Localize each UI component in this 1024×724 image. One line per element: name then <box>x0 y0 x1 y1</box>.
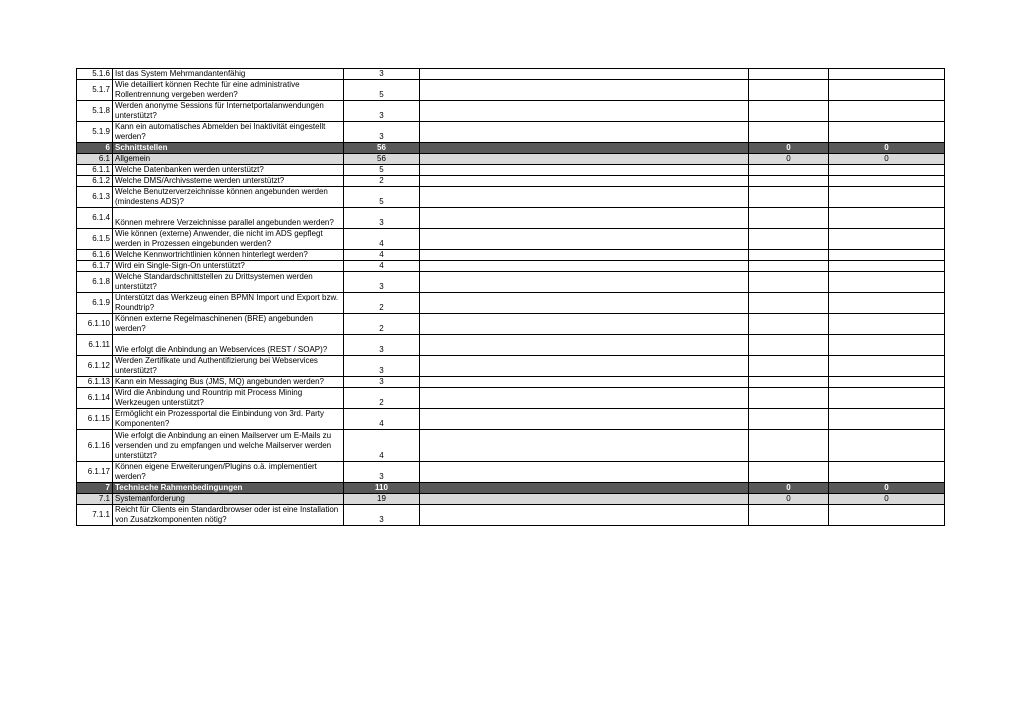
row-max-points: 5 <box>344 187 420 208</box>
row-answer <box>420 69 749 80</box>
row-points-a <box>749 176 829 187</box>
row-question: Wie erfolgt die Anbindung an Webservices (REST / SOAP)? <box>113 335 344 356</box>
row-points-b <box>829 122 945 143</box>
row-number: 5.1.7 <box>77 80 113 101</box>
row-max-points: 3 <box>344 69 420 80</box>
row-question: Technische Rahmenbedingungen <box>113 483 344 494</box>
row-max-points: 5 <box>344 80 420 101</box>
table-row <box>77 272 945 293</box>
row-points-b <box>829 388 945 409</box>
row-number: 6.1 <box>77 154 113 165</box>
row-answer <box>420 356 749 377</box>
row-answer <box>420 272 749 293</box>
row-points-b: 0 <box>829 494 945 505</box>
row-answer <box>420 80 749 101</box>
row-number: 6.1.10 <box>77 314 113 335</box>
row-question: Können eigene Erweiterungen/Plugins o.ä. implementiert werden? <box>113 462 344 483</box>
row-answer <box>420 314 749 335</box>
row-number: 6.1.17 <box>77 462 113 483</box>
row-points-b <box>829 187 945 208</box>
row-points-a <box>749 101 829 122</box>
row-points-b <box>829 101 945 122</box>
row-max-points: 4 <box>344 229 420 250</box>
row-points-b <box>829 462 945 483</box>
row-points-a: 0 <box>749 494 829 505</box>
row-number: 6 <box>77 143 113 154</box>
row-points-a <box>749 377 829 388</box>
row-points-a <box>749 314 829 335</box>
row-points-a <box>749 250 829 261</box>
section-header-row <box>77 483 945 494</box>
row-number: 6.1.12 <box>77 356 113 377</box>
row-question: Ist das System Mehrmandantenfähig <box>113 69 344 80</box>
table-row <box>77 409 945 430</box>
row-number: 6.1.1 <box>77 165 113 176</box>
table-row <box>77 250 945 261</box>
table-row <box>77 377 945 388</box>
row-number: 5.1.9 <box>77 122 113 143</box>
row-points-b <box>829 250 945 261</box>
row-points-a <box>749 462 829 483</box>
row-question: Wie detailliert können Rechte für eine administrative Rollentrennung vergeben werden? <box>113 80 344 101</box>
table-row <box>77 261 945 272</box>
row-number: 7.1 <box>77 494 113 505</box>
row-answer <box>420 101 749 122</box>
row-points-a <box>749 261 829 272</box>
row-points-a <box>749 335 829 356</box>
row-points-b <box>829 430 945 462</box>
table-row <box>77 229 945 250</box>
row-answer <box>420 208 749 229</box>
table-row <box>77 80 945 101</box>
row-points-a: 0 <box>749 143 829 154</box>
row-points-b <box>829 505 945 526</box>
row-answer <box>420 505 749 526</box>
row-points-a <box>749 122 829 143</box>
row-points-b <box>829 80 945 101</box>
table-row <box>77 101 945 122</box>
row-number: 6.1.5 <box>77 229 113 250</box>
subsection-header-row <box>77 494 945 505</box>
row-max-points: 19 <box>344 494 420 505</box>
row-points-a <box>749 69 829 80</box>
row-max-points: 4 <box>344 430 420 462</box>
table-row <box>77 165 945 176</box>
row-points-a <box>749 80 829 101</box>
row-question: Allgemein <box>113 154 344 165</box>
row-question: Systemanforderung <box>113 494 344 505</box>
row-points-b <box>829 409 945 430</box>
row-max-points: 5 <box>344 165 420 176</box>
row-answer <box>420 250 749 261</box>
row-points-b: 0 <box>829 143 945 154</box>
row-points-a <box>749 409 829 430</box>
evaluation-table <box>76 68 945 526</box>
row-points-b <box>829 165 945 176</box>
row-question: Kann ein automatisches Abmelden bei Inaktivität eingestellt werden? <box>113 122 344 143</box>
row-max-points: 4 <box>344 409 420 430</box>
row-number: 6.1.8 <box>77 272 113 293</box>
row-question: Können externe Regelmaschinenen (BRE) angebunden werden? <box>113 314 344 335</box>
row-number: 7.1.1 <box>77 505 113 526</box>
row-answer <box>420 293 749 314</box>
row-question: Werden anonyme Sessions für Internetportalanwendungen unterstützt? <box>113 101 344 122</box>
row-question: Kann ein Messaging Bus (JMS, MQ) angebunden werden? <box>113 377 344 388</box>
row-points-a <box>749 187 829 208</box>
row-question: Unterstützt das Werkzeug einen BPMN Import und Export bzw. Roundtrip? <box>113 293 344 314</box>
row-question: Wird ein Single-Sign-On unterstützt? <box>113 261 344 272</box>
table-row <box>77 335 945 356</box>
row-points-b <box>829 293 945 314</box>
row-number: 5.1.6 <box>77 69 113 80</box>
row-number: 6.1.3 <box>77 187 113 208</box>
row-points-b <box>829 176 945 187</box>
row-number: 6.1.11 <box>77 335 113 356</box>
row-points-b <box>829 356 945 377</box>
row-answer <box>420 176 749 187</box>
row-answer <box>420 154 749 165</box>
row-max-points: 2 <box>344 314 420 335</box>
row-max-points: 3 <box>344 208 420 229</box>
row-max-points: 3 <box>344 505 420 526</box>
row-number: 6.1.7 <box>77 261 113 272</box>
row-max-points: 56 <box>344 154 420 165</box>
table-row <box>77 176 945 187</box>
row-points-a <box>749 208 829 229</box>
row-question: Werden Zertifikate und Authentifizierung bei Webservices unterstützt? <box>113 356 344 377</box>
row-points-a <box>749 505 829 526</box>
row-number: 6.1.16 <box>77 430 113 462</box>
row-max-points: 3 <box>344 122 420 143</box>
row-max-points: 110 <box>344 483 420 494</box>
subsection-header-row <box>77 154 945 165</box>
row-points-a <box>749 388 829 409</box>
row-question: Schnittstellen <box>113 143 344 154</box>
row-number: 7 <box>77 483 113 494</box>
table-row <box>77 293 945 314</box>
table-body <box>77 69 945 526</box>
row-answer <box>420 409 749 430</box>
row-points-b <box>829 261 945 272</box>
row-points-b <box>829 208 945 229</box>
row-question: Welche Kennwortrichtlinien können hinterlegt werden? <box>113 250 344 261</box>
row-question: Wie können (externe) Anwender, die nicht im ADS gepflegt werden in Prozessen eingebunden werden? <box>113 229 344 250</box>
row-answer <box>420 187 749 208</box>
row-max-points: 2 <box>344 293 420 314</box>
row-number: 6.1.14 <box>77 388 113 409</box>
table-row <box>77 314 945 335</box>
row-max-points: 4 <box>344 250 420 261</box>
row-answer <box>420 430 749 462</box>
row-points-a <box>749 165 829 176</box>
row-answer <box>420 377 749 388</box>
row-answer <box>420 165 749 176</box>
row-points-b <box>829 377 945 388</box>
row-question: Welche DMS/Archivssteme werden unterstützt? <box>113 176 344 187</box>
row-max-points: 2 <box>344 388 420 409</box>
row-max-points: 56 <box>344 143 420 154</box>
row-number: 6.1.6 <box>77 250 113 261</box>
row-question: Wie erfolgt die Anbindung an einen Mailserver um E-Mails zu versenden und zu empfangen und welche Mailserver werden unterstützt? <box>113 430 344 462</box>
row-number: 6.1.9 <box>77 293 113 314</box>
row-question: Welche Standardschnittstellen zu Drittsystemen werden unterstützt? <box>113 272 344 293</box>
row-max-points: 3 <box>344 462 420 483</box>
row-points-a <box>749 229 829 250</box>
row-question: Welche Benutzerverzeichnisse können angebunden werden (mindestens ADS)? <box>113 187 344 208</box>
table-row <box>77 462 945 483</box>
section-header-row <box>77 143 945 154</box>
row-number: 6.1.15 <box>77 409 113 430</box>
row-question: Welche Datenbanken werden unterstützt? <box>113 165 344 176</box>
row-answer <box>420 335 749 356</box>
table-row <box>77 122 945 143</box>
table-row <box>77 388 945 409</box>
row-max-points: 2 <box>344 176 420 187</box>
row-answer <box>420 143 749 154</box>
row-number: 6.1.13 <box>77 377 113 388</box>
row-question: Ermöglicht ein Prozessportal die Einbindung von 3rd. Party Komponenten? <box>113 409 344 430</box>
row-number: 5.1.8 <box>77 101 113 122</box>
row-answer <box>420 388 749 409</box>
row-max-points: 3 <box>344 335 420 356</box>
table-row <box>77 187 945 208</box>
table-row <box>77 430 945 462</box>
row-points-a: 0 <box>749 154 829 165</box>
row-question: Können mehrere Verzeichnisse parallel angebunden werden? <box>113 208 344 229</box>
row-question: Wird die Anbindung und Rountrip mit Process Mining Werkzeugen unterstützt? <box>113 388 344 409</box>
row-max-points: 3 <box>344 272 420 293</box>
table-row <box>77 208 945 229</box>
row-points-a: 0 <box>749 483 829 494</box>
row-points-b: 0 <box>829 483 945 494</box>
row-answer <box>420 494 749 505</box>
row-points-b <box>829 314 945 335</box>
table-row <box>77 69 945 80</box>
row-question: Reicht für Clients ein Standardbrowser oder ist eine Installation von Zusatzkomponenten nötig? <box>113 505 344 526</box>
row-max-points: 3 <box>344 356 420 377</box>
table-row <box>77 356 945 377</box>
row-points-b <box>829 69 945 80</box>
row-points-a <box>749 356 829 377</box>
row-answer <box>420 122 749 143</box>
row-answer <box>420 229 749 250</box>
row-max-points: 4 <box>344 261 420 272</box>
row-points-b <box>829 335 945 356</box>
row-points-b <box>829 229 945 250</box>
row-points-a <box>749 430 829 462</box>
table-row <box>77 505 945 526</box>
row-answer <box>420 483 749 494</box>
row-points-a <box>749 272 829 293</box>
row-answer <box>420 462 749 483</box>
row-number: 6.1.4 <box>77 208 113 229</box>
row-max-points: 3 <box>344 377 420 388</box>
row-points-a <box>749 293 829 314</box>
row-answer <box>420 261 749 272</box>
row-points-b <box>829 272 945 293</box>
row-number: 6.1.2 <box>77 176 113 187</box>
row-points-b: 0 <box>829 154 945 165</box>
row-max-points: 3 <box>344 101 420 122</box>
